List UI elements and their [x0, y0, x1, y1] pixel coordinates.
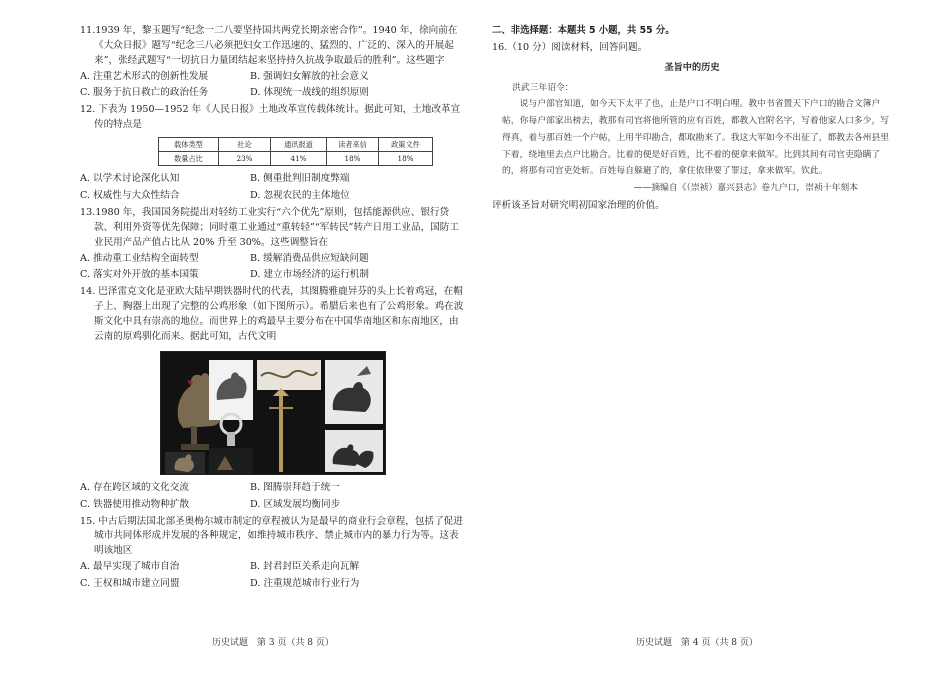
right-page — [492, 24, 892, 213]
option-a[interactable]: A. 推动重工业结构全面转型 — [80, 252, 199, 264]
question-14 — [80, 285, 465, 512]
table-row — [159, 152, 433, 166]
option-a[interactable]: A. 最早实现了城市自治 — [80, 561, 180, 573]
option-a[interactable]: A. 存在跨区域的文化交流 — [80, 481, 189, 493]
question-13-options — [80, 252, 465, 284]
table-header-cell: 载体类型 — [159, 138, 219, 152]
option-d[interactable]: D. 体现统一战线的组织原则 — [250, 87, 369, 99]
option-b[interactable]: B. 强调妇女解放的社会意义 — [250, 70, 369, 82]
option-c[interactable]: C. 王权和城市建立同盟 — [80, 577, 180, 589]
material-body — [492, 80, 892, 197]
option-d[interactable]: D. 建立市场经济的运行机制 — [250, 269, 369, 281]
option-b[interactable]: B. 缓解消费品供应短缺问题 — [250, 252, 369, 264]
option-a[interactable]: A. 以学术讨论深化认知 — [80, 173, 180, 185]
question-13 — [80, 206, 465, 283]
rooster-artifacts-image — [161, 352, 386, 475]
page-footer-right: 历史试题 第 4 页（共 8 页） — [636, 638, 758, 648]
question-12-options — [80, 172, 465, 204]
option-c[interactable]: C. 服务于抗日救亡的政治任务 — [80, 87, 209, 99]
question-16-stem: 16.（10 分）阅读材料，回答问题。 — [492, 41, 648, 53]
material-title: 圣旨中的历史 — [664, 62, 720, 74]
material-salutation: 洪武三年诏令： — [512, 82, 574, 93]
question-14-stem: 14. 巴泽雷克文化是亚欧大陆早期铁器时代的代表，其图腾雅鹿异芬的头上长着鸡冠，在帽子上、胸器上出现了完整的公鸡形象（如下图所示）。希腊后来也有了公鸡形象。鸡在波斯文化中具有崇高的地位。而世界上的鸡最早主要分布在中国华南地区和东南地区，由云南的原鸡驯化而来。据此可知，古代文明 — [80, 286, 464, 342]
page-footer-left: 历史试题 第 3 页（共 8 页） — [212, 638, 334, 648]
question-11 — [80, 24, 465, 101]
material-text: 说与户部官知道，如今天下太平了也，止是户口不明白哩。教中书省置天下户口的勘合文簿户帖，你每户部家出榜去，教那有司官将他所管的应有百姓，都教入官附名字，写着他家人口多少，写得真，着与那百姓一个户帖，上用半印勘合，都取勘来了。我这大军如今不出征了，都教去各州县里下着，绕地里去点户比勘合。比着的便是好百姓，比不着的便拿来做军。比到其间有司官吏隐瞒了的，将那有司官吏处斩。百姓每自躲避了的，拿住依律要了罪过，拿来做军。钦此。 — [502, 99, 890, 177]
option-a[interactable]: A. 注重艺术形式的创新性发展 — [80, 70, 209, 82]
question-11-options — [80, 70, 465, 102]
option-b[interactable]: B. 封君封臣关系走向瓦解 — [250, 561, 360, 573]
question-15 — [80, 515, 465, 592]
question-15-options — [80, 560, 465, 592]
table-header-cell: 政策文件 — [379, 138, 433, 152]
left-page — [80, 24, 465, 594]
table-header-row — [159, 138, 433, 152]
question-12 — [80, 103, 465, 204]
table-cell: 数量占比 — [159, 152, 219, 166]
table-header-cell: 社论 — [219, 138, 271, 152]
table-header-cell: 读者来信 — [327, 138, 379, 152]
question-12-stem: 12. 下表为 1950—1952 年《人民日报》土地改革宣传载体统计。据此可知，土地改革宣传的特点是 — [80, 104, 461, 131]
section-heading: 二、非选择题：本题共 5 小题，共 55 分。 — [492, 25, 675, 36]
option-c[interactable]: C. 权威性与大众性结合 — [80, 190, 180, 202]
material-source: ——摘编自《（崇祯）嘉兴县志》卷九户口，崇祯十年刻本 — [633, 182, 858, 193]
propaganda-table — [158, 137, 433, 166]
rooster-artifacts-figure — [160, 351, 386, 475]
table-cell: 41% — [271, 152, 327, 166]
question-14-options — [80, 481, 465, 513]
option-d[interactable]: D. 忽视农民的主体地位 — [250, 190, 350, 202]
question-11-stem: 11.1939 年，黎玉题写“纪念一二八要坚持国共两党长期亲密合作”。1940 年，徐向前在《大众日报》题写“纪念三八必须把妇女工作迅速的、猛烈的、广泛的、深入的开展起来”，张经武题写“一切抗日力量团结起来坚持持久抗战争取最后的胜利”。这些题字 — [80, 25, 458, 66]
table-cell: 18% — [327, 152, 379, 166]
option-d[interactable]: D. 注重规范城市行业行为 — [250, 577, 360, 589]
table-header-cell: 通讯报道 — [271, 138, 327, 152]
option-b[interactable]: B. 图腾崇拜趋于统一 — [250, 481, 340, 493]
table-cell: 23% — [219, 152, 271, 166]
option-d[interactable]: D. 区域发展均衡同步 — [250, 498, 341, 510]
option-b[interactable]: B. 侧重批判旧制度弊端 — [250, 173, 350, 185]
option-c[interactable]: C. 落实对外开放的基本国策 — [80, 269, 199, 281]
question-15-stem: 15. 中古后期法国北部圣奥梅尔城市制定的章程被认为是最早的商业行会章程，包括了促进城市共同体形成并发展的各种规定，如维持城市秩序、禁止城市内的暴力行为等。这表明该地区 — [80, 515, 463, 557]
question-13-stem: 13.1980 年，我国国务院提出对轻纺工业实行“六个优先”原则，包括能源供应、银行贷款、利用外资等优先保障；同时重工业通过“重转轻”“军转民”转产日用工业品，国防工业民用产品产值占比从 20% 升至 30%。这些调整旨在 — [80, 207, 459, 248]
option-c[interactable]: C. 铁器使用推动物种扩散 — [80, 498, 190, 510]
table-cell: 18% — [379, 152, 433, 166]
question-16-task: 评析该圣旨对研究明初国家治理的价值。 — [492, 199, 665, 211]
